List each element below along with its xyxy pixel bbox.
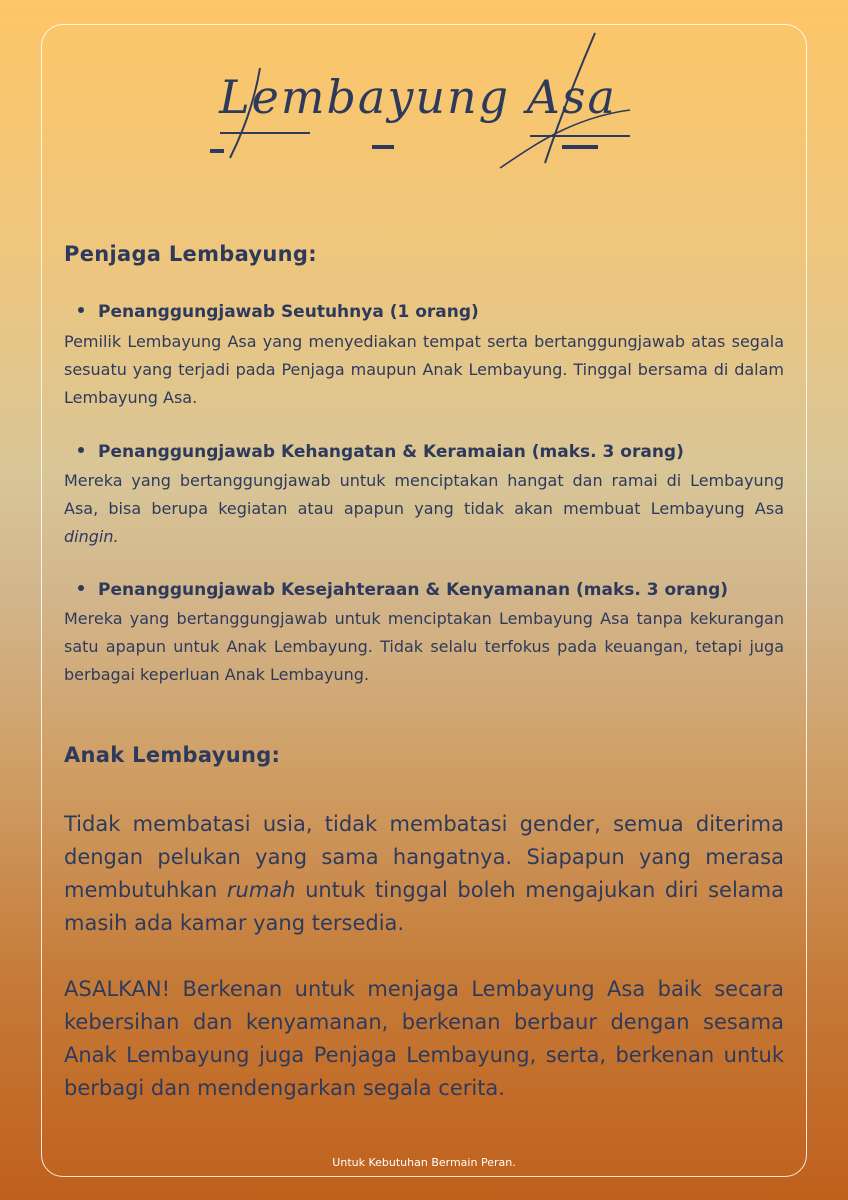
bullet-icon [78, 585, 84, 591]
logo-wordmark: Lembayung Asa [219, 70, 617, 124]
paragraph-text: untuk tinggal boleh mengajukan diri selama masih ada kamar yang tersedia. [64, 878, 784, 935]
footer-note: Untuk Kebutuhan Bermain Peran. [332, 1156, 516, 1169]
role-title-seutuhnya [78, 302, 788, 322]
role-title-kehangatan [78, 442, 788, 462]
role-desc-text: Mereka yang bertanggungjawab untuk menciptakan hangat dan ramai di Lembayung Asa, bisa berupa kegiatan atau apapun yang tidak akan membuat Lembayung Asa [64, 471, 784, 518]
section-heading-anak: Anak Lembayung: [64, 743, 281, 767]
role-desc-seutuhnya: Pemilik Lembayung Asa yang menyediakan tempat serta bertanggungjawab atas segala sesuatu yang terjadi pada Penjaga maupun Anak Lembayung. Tinggal bersama di dalam Lembayung Asa. [64, 332, 784, 407]
section-heading-penjaga: Penjaga Lembayung: [64, 242, 317, 266]
role-desc-kesejahteraan: Mereka yang bertanggungjawab untuk menciptakan Lembayung Asa tanpa kekurangan satu apapun untuk Anak Lembayung. Tidak selalu terfokus pada keuangan, tetapi juga berbagai keperluan Anak Lembayung. [64, 609, 784, 684]
role-desc-kehangatan [64, 467, 784, 551]
role-title-text: Penanggungjawab Kehangatan & Keramaian (maks. 3 orang) [98, 442, 684, 462]
role-title-text: Penanggungjawab Kesejahteraan & Kenyamanan (maks. 3 orang) [98, 580, 729, 600]
bullet-icon [78, 307, 84, 313]
anak-paragraph-2: ASALKAN! Berkenan untuk menjaga Lembayung Asa baik secara kebersihan dan kenyamanan, berkenan berbaur dengan sesama Anak Lembayung juga Penjaga Lembayung, serta, berkenan untuk berbagi dan mendengarkan segala cerita. [64, 977, 784, 1100]
paragraph-emphasis: rumah [226, 878, 296, 902]
bullet-icon [78, 447, 84, 453]
paragraph-text: Tidak membatasi usia, tidak membatasi gender, semua diterima dengan pelukan yang sama hangatnya. Siapapun yang merasa membutuhkan [64, 812, 784, 902]
role-title-text: Penanggungjawab Seutuhnya (1 orang) [98, 302, 479, 322]
anak-paragraph-1 [64, 808, 784, 940]
role-desc-emphasis: dingin. [64, 527, 119, 546]
role-title-kesejahteraan [78, 580, 788, 600]
